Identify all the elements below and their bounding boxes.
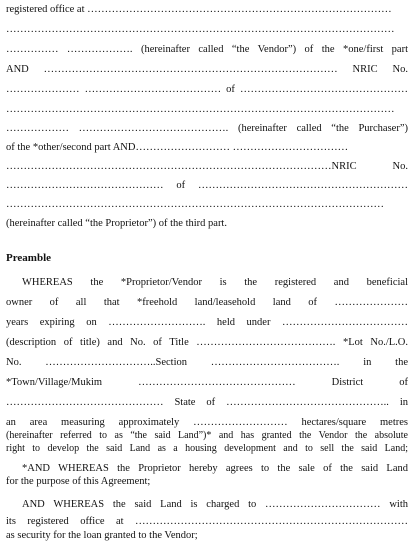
text-line-3: …………… ………………. (hereinafter called “the Vendor”) of the *one/first part	[6, 44, 408, 55]
text-line-11: ………………………………………………………………………………………………	[6, 199, 384, 210]
text-line-22: (hereinafter referred to as “the said Land”)* and has granted the Vendor the absolute	[6, 430, 408, 441]
section-heading-preamble: Preamble	[6, 252, 52, 264]
text-line-4: AND ………………………………………………………………………… NRIC No.	[6, 64, 408, 75]
text-line-21: an area measuring approximately ……………………… hectares/square metres	[6, 417, 408, 428]
text-line-14: WHEREAS the *Proprietor/Vendor is the registered and beneficial	[22, 277, 408, 288]
text-line-26: AND WHEREAS the said Land is charged to …………………………… with	[22, 499, 408, 510]
text-line-27: its registered office at ……………………………………………………………………	[6, 516, 408, 527]
text-line-1: registered office at ……………………………………………………………………………	[6, 4, 392, 15]
text-line-8: of the *other/second part AND……………………… ……………………………	[6, 142, 349, 153]
text-line-6: …………………………………………………………………………………………………	[6, 104, 395, 115]
text-line-2: …………………………………………………………………………………………………	[6, 24, 395, 35]
text-line-28: as security for the loan granted to the Vendor;	[6, 530, 198, 541]
text-line-16: years expiring on ………………………. held under ………………………………	[6, 317, 408, 328]
text-line-9: …………………………………………………………………………………NRIC No.	[6, 161, 408, 172]
text-line-7: ……………… ……………………………………. (hereinafter called “the Purchaser”)	[6, 123, 408, 134]
text-line-23: right to develop the said Land as a housing development and to sell the said Land;	[6, 443, 408, 454]
text-line-12: (hereinafter called “the Proprietor”) of the third part.	[6, 218, 227, 229]
text-line-25: for the purpose of this Agreement;	[6, 476, 151, 487]
text-line-18: No. …………………………..Section ………………………………. in the	[6, 357, 408, 368]
text-line-15: owner of all that *freehold land/leasehold land of …………………	[6, 297, 408, 308]
text-line-20: ……………………………………… State of ……………………………………….. in	[6, 397, 408, 408]
text-line-24: *AND WHEREAS the Proprietor hereby agrees to the sale of the said Land	[22, 463, 408, 474]
text-line-19: *Town/Village/Mukim ……………………………………… District of	[6, 377, 408, 388]
text-line-17: (description of title) and No. of Title …………………………………. *Lot No./L.O.	[6, 337, 408, 348]
text-line-10: ……………………………………… of ……………………………………………………	[6, 180, 408, 191]
text-line-5: ………………… ………………………………… of …………………………………………	[6, 84, 408, 95]
